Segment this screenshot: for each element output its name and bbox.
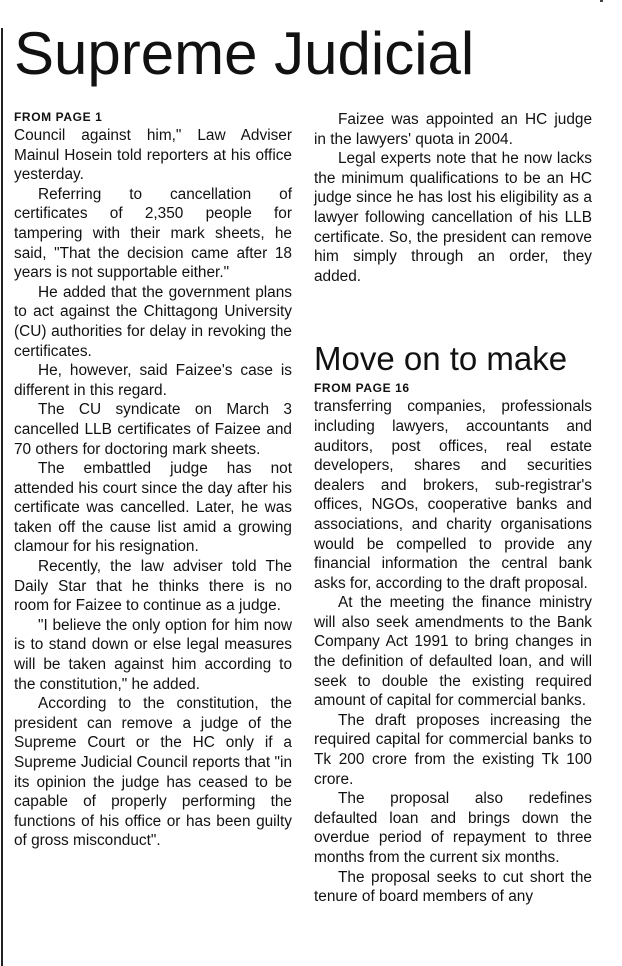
article-paragraph: According to the constitution, the president can remove a judge of the Supreme Court or the HC only if a Supreme Judicial Council reports that "in its opinion the judge has ceased to be capable of properly performing the functions of his office or has been guilty of gross misconduct". <box>14 695 292 850</box>
page-edge-mark <box>600 0 603 2</box>
article-paragraph: Council against him," Law Adviser Mainul Hosein told reporters at his office yesterday. <box>14 127 292 184</box>
kicker-from-page-1: FROM PAGE 1 <box>14 110 103 124</box>
article-paragraph: The proposal seeks to cut short the tenure of board members of any <box>314 868 592 906</box>
headline-supreme-judicial: Supreme Judicial <box>14 20 475 87</box>
article-paragraph: He added that the government plans to act against the Chittagong University (CU) authorities for delay in revoking the certificates. <box>14 283 292 360</box>
article-paragraph: Referring to cancellation of certificates of 2,350 people for tampering with their mark sheets, he said, "That the decision came after 18 years is not supportable either." <box>14 185 292 282</box>
kicker-from-page-16: FROM PAGE 16 <box>314 381 410 396</box>
article-supreme-judicial-left-column <box>14 110 292 851</box>
article-paragraph: The embattled judge has not attended his court since the day after his certificate was cancelled. Later, he was taken off the cause list amid a growing clamour for his resignation. <box>14 460 292 556</box>
article-paragraph: He, however, said Faizee's case is different in this regard. <box>14 362 292 399</box>
column-rule <box>1 28 3 966</box>
headline-move-on-to-make: Move on to make <box>314 340 568 378</box>
article-paragraph: The CU syndicate on March 3 cancelled LLB certificates of Faizee and 70 others for doctoring mark sheets. <box>14 401 292 458</box>
article-paragraph: Legal experts note that he now lacks the minimum qualifications to be an HC judge since he has lost his eligibility as a lawyer following cancellation of his LLB certificate. So, the president can remove him simply through an order, they added. <box>314 150 592 285</box>
article-paragraph: Recently, the law adviser told The Daily Star that he thinks there is no room for Faizee to continue as a judge. <box>14 558 292 615</box>
article-paragraph: "I believe the only option for him now is to stand down or else legal measures will be taken against him according to the constitution," he added. <box>14 616 292 693</box>
article-paragraph: transferring companies, professionals including lawyers, accountants and auditors, post offices, real estate developers, shares and securities dealers and brokers, sub-registrar's offices, NGOs, cooperative banks and associations, and charity organisations would be compelled to provide any financial information the central bank asks for, according to the draft proposal. <box>314 398 592 592</box>
article-right-column <box>314 110 592 907</box>
article-paragraph: At the meeting the finance ministry will also seek amendments to the Bank Company Act 1991 to bring changes in the definition of defaulted loan, and will seek to double the existing required amount of capital for commercial banks. <box>314 594 592 710</box>
article-paragraph: The draft proposes increasing the required capital for commercial banks to Tk 200 crore from the existing Tk 100 crore. <box>314 711 592 788</box>
article-paragraph: Faizee was appointed an HC judge in the lawyers' quota in 2004. <box>314 111 592 148</box>
article-paragraph: The proposal also redefines defaulted loan and brings down the overdue period of repayment to three months from the current six months. <box>314 790 592 866</box>
